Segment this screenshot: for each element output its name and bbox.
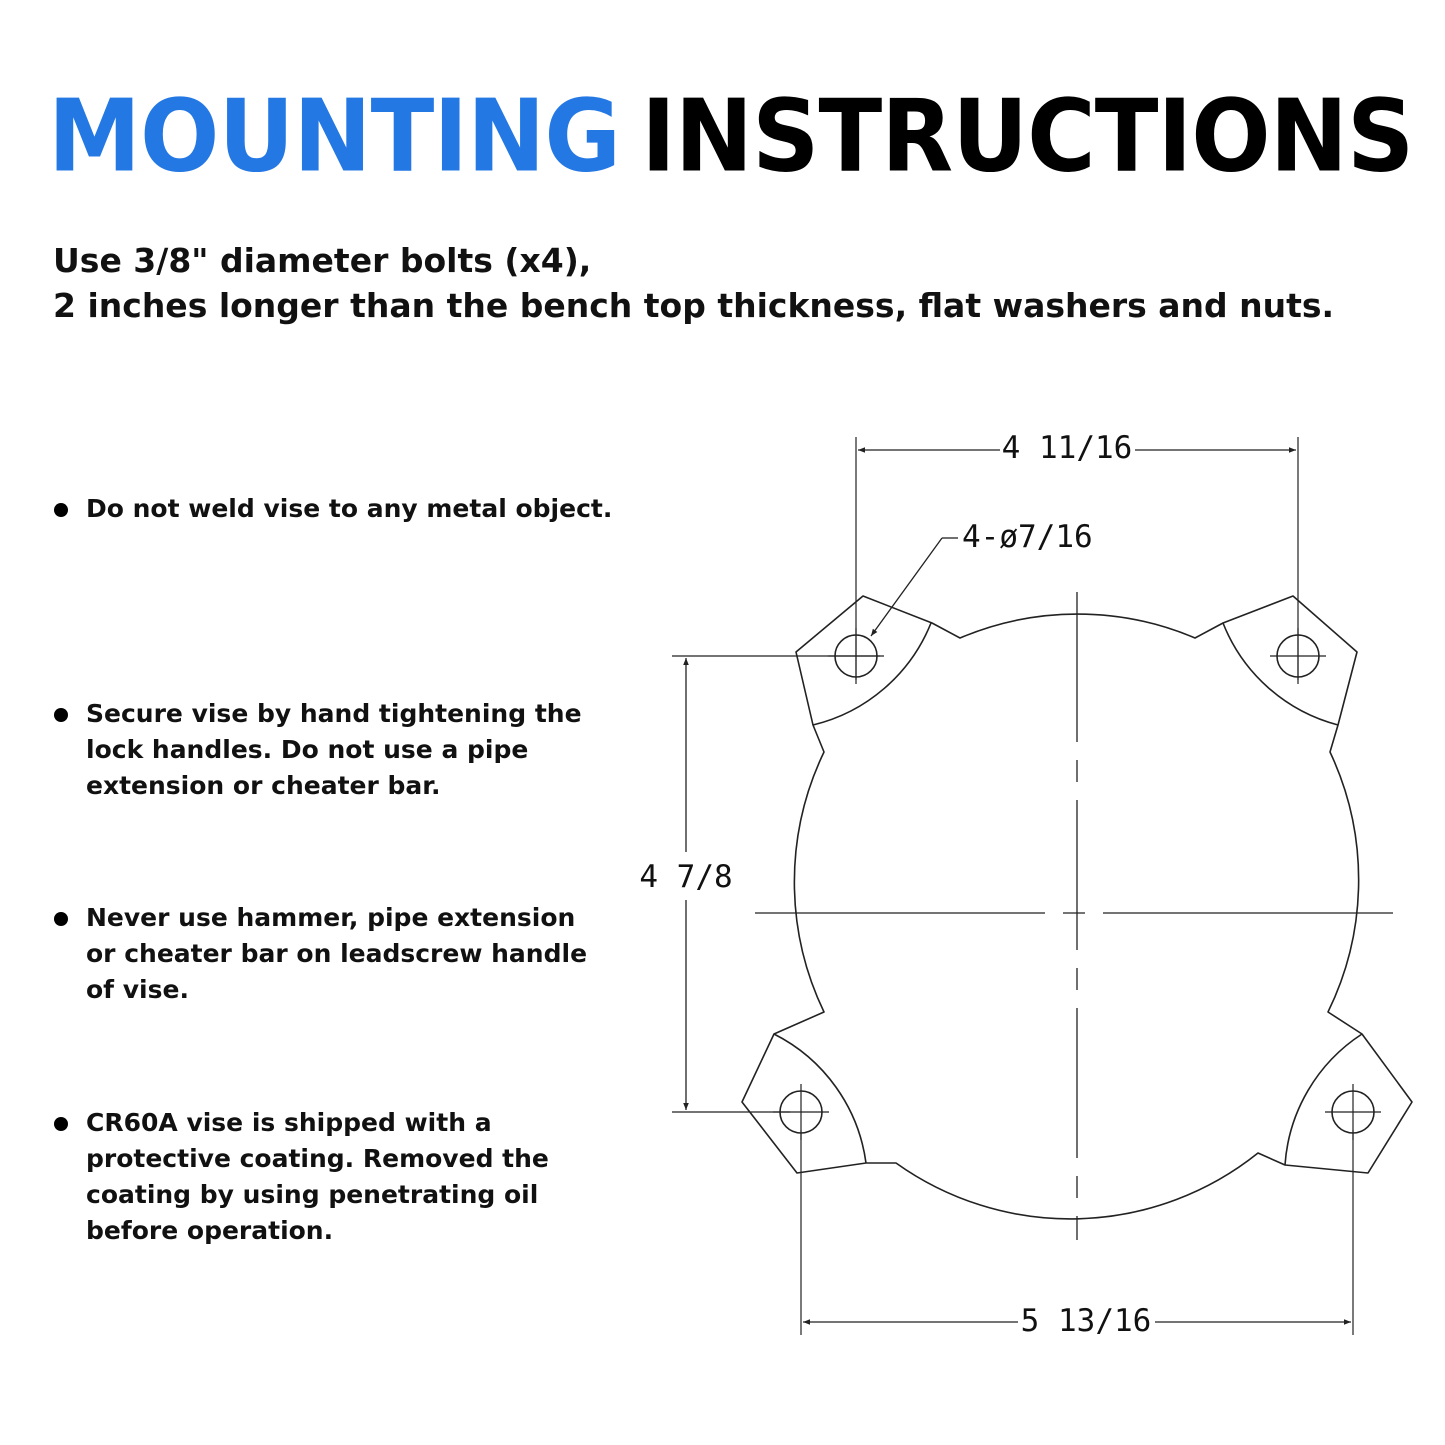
dimension-hole-callout <box>871 519 1093 636</box>
center-lines <box>755 592 1400 1240</box>
dimension-bottom-label: 5 13/16 <box>1020 1303 1152 1339</box>
dimension-bottom <box>803 1303 1351 1339</box>
dimension-top-label: 4 11/16 <box>1001 430 1133 466</box>
dimension-top <box>858 430 1296 466</box>
title-main: INSTRUCTIONS <box>641 78 1414 196</box>
extension-lines <box>672 437 1353 1335</box>
bolt-requirements-line-2: 2 inches longer than the bench top thickness, flat washers and nuts. <box>53 286 1335 325</box>
instruction-text: Never use hammer, pipe extension or cheater bar on leadscrew handle of vise. <box>86 903 588 1004</box>
dimension-left <box>639 658 732 1110</box>
instruction-text: Do not weld vise to any metal object. <box>86 494 613 523</box>
bolt-requirements-line-1: Use 3/8" diameter bolts (x4), <box>53 241 592 280</box>
lug-arcs <box>774 623 1362 1165</box>
instruction-text: Secure vise by hand tightening the lock handles. Do not use a pipe extension or cheater bar. <box>86 699 582 800</box>
hole-size-label: 4-ø7/16 <box>962 519 1093 555</box>
title-highlight: MOUNTING <box>48 78 621 196</box>
instruction-text: CR60A vise is shipped with a protective coating. Removed the coating by using penetrating oil before operation. <box>86 1108 549 1245</box>
dimension-left-label: 4 7/8 <box>639 859 733 895</box>
